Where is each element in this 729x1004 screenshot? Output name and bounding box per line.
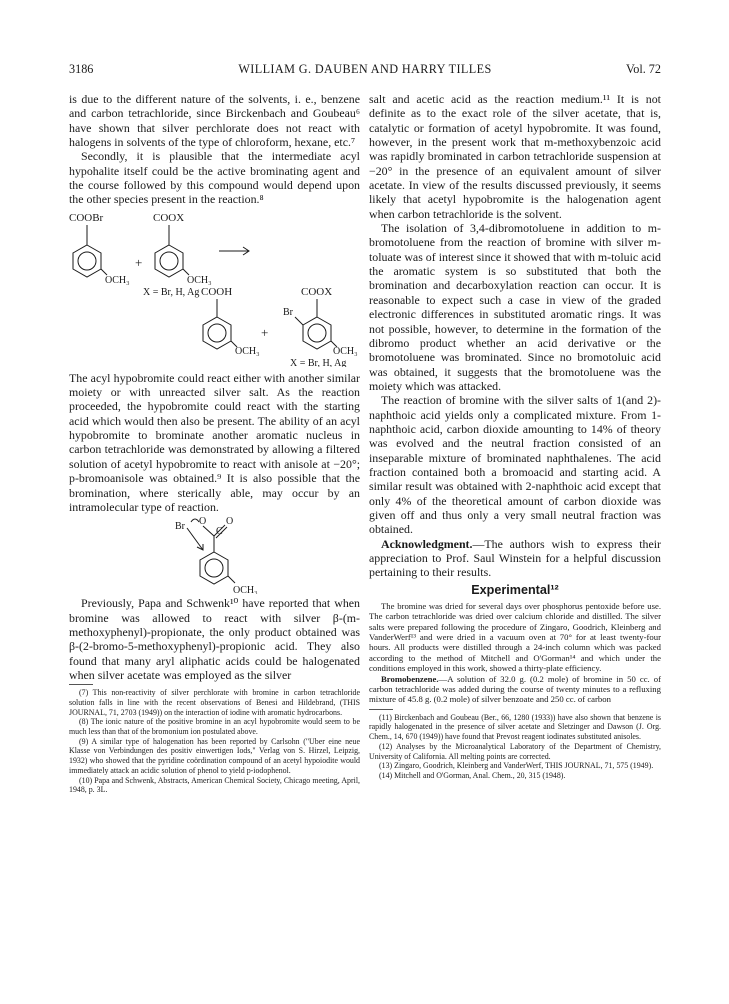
label-och3-a: OCH₃: [105, 274, 130, 286]
benzene-ring-a: [73, 245, 101, 277]
reaction-scheme-1: [69, 209, 360, 367]
footnote-8: (8) The ionic nature of the positive bromine in an acyl hypobromite would seem to be much less than that of the bromonium ion postulated above.: [69, 717, 360, 737]
experimental-heading: Experimental¹²: [471, 582, 559, 597]
footnote-14: (14) Mitchell and O'Gorman, Anal. Chem., 20, 315 (1948).: [379, 770, 566, 780]
label-coox: COOX: [153, 211, 185, 224]
footnote-13: (13) Zingaro, Goodrich, Kleinberg and VanderWerf, THIS JOURNAL, 71, 575 (1949).: [379, 761, 654, 771]
caption-x-1: X = Br, H, Ag: [143, 286, 200, 298]
left-paragraph-4: Previously, Papa and Schwenk¹⁰ have reported that when bromine was allowed to react with silver β-(m-methoxyphenyl)-propionate, the only product obtained was β-(2-bromo-5-methoxyphenyl)-propionic acid. They also found that many aryl aliphatic acids could be halogenated when silver acetate was employed as the silver: [69, 596, 360, 682]
experimental-paragraph-2: [369, 674, 661, 705]
acknowledgment-body: —The authors wish to express their appreciation to Prof. Saul Winstein for a helpful discussion pertaining to their results.: [369, 536, 661, 580]
benzene-ring-b: [155, 245, 183, 277]
label-coobr: COOBr: [69, 211, 104, 224]
label-coox-2: COOX: [301, 285, 333, 298]
label-och3-d: OCH₃: [333, 345, 358, 357]
acknowledgment-heading: Acknowledgment.: [381, 536, 473, 551]
label-och3-b: OCH₃: [187, 274, 212, 286]
left-paragraph-2: Secondly, it is plausible that the intermediate acyl hypohalite itself could be the active brominating agent and the course followed by this compound would depend upon the other species present in the reaction.⁸: [69, 149, 360, 207]
label-o-1: O: [199, 516, 207, 528]
reaction-scheme-2: [69, 514, 360, 594]
footnote-rule: [69, 684, 93, 685]
volume-label: Vol. 72: [626, 62, 661, 76]
left-paragraph-1: is due to the different nature of the solvents, i. e., benzene and carbon tetrachloride, since Birckenbach and Goubeau⁶ have shown that silver perchlorate does not react with halogens in solvents of the type of chloroform, hexane, etc.⁷: [69, 92, 360, 150]
footnote-10: (10) Papa and Schwenk, Abstracts, American Chemical Society, Chicago meeting, April, 1948, p. 3L.: [69, 775, 360, 795]
left-paragraph-3: The acyl hypobromite could react either with another similar moiety or with unreacted silver salt. As the reaction proceeded, the hypobromite could react with the starting acid which would then also be present. The ability of an acyl hypobromite to brominate another aromatic nucleus in carbon tetrachloride was demonstrated by allowing a filtered solution of acetyl hypobromite to react with anisole at −20°; p-bromoanisole was obtained.⁹ It is also possible that the bromination, where sterically able, may occur by an intramolecular type of reaction.: [69, 370, 360, 514]
experimental-paragraph-1: The bromine was dried for several days over phosphorus pentoxide before use. The carbon tetrachloride was dried over calcium chloride and distilled. The silver salts were prepared following the procedure of Zingaro, Goodrich, Kleinberg and VanderWerf¹³ and were dried in a vacuum oven at 70° for at least twenty-four hours. All products were distilled through a 24-inch column which was packed according to the method of Mitchell and O'Gorman¹⁴ and which under the conditions employed in this work, showed a thirty-plate efficiency.: [369, 600, 661, 674]
right-paragraph-2: The isolation of 3,4-dibromotoluene in addition to m-bromotoluene from the reaction of bromine with silver m-toluate was of interest since it showed that with m-toluic acid the aromatic system is so substituted that both the bromination and decarboxylation reaction can occur. It is reasonable to expect such a case in view of the graded electronic differences in substituted aromatic rings. It was not possible, however, to determine in the formation of the dibromo product whether an acid derivative or the bromotoluene was brominated. Since no bromotoluic acid was obtained, it suggests that the bromotoluene was the moiety which was attacked.: [369, 221, 661, 393]
label-br: Br: [283, 306, 293, 318]
running-title: WILLIAM G. DAUBEN AND HARRY TILLES: [238, 62, 492, 76]
right-paragraph-3: The reaction of bromine with the silver salts of 1(and 2)-naphthoic acid yields only a complicated mixture. From 1-naphthoic acid, carbon dioxide amounting to 14% of theory was evolved and the neutral fraction consisted of an inseparable mixture of brominated naphthalenes. The acid fraction contained both a bromoacid and starting acid. A similar result was obtained with 2-naphthoic acid except that only 4% of the theoretical amount of carbon dioxide was given off and thus only a very small neutral fraction was obtained.: [369, 393, 661, 537]
footnote-7: (7) This non-reactivity of silver perchlorate with bromine in carbon tetrachloride solution falls in line with the recent observations of Benesi and Hildebrand, (THIS JOURNAL, 71, 2703 (1949)) on the interaction of iodine with aromatic hydrocarbons.: [69, 688, 360, 717]
acknowledgment: [369, 537, 661, 580]
label-och3-c: OCH₃: [235, 345, 260, 357]
benzene-ring-c: [203, 317, 231, 349]
bromobenzene-heading: Bromobenzene.: [381, 673, 439, 684]
right-paragraph-1: salt and acetic acid as the reaction medium.¹¹ It is not definite as to the exact role of the silver acetate, that is, catalytic or formation of acetyl hypobromite. It was found, however, in the present work that m-methoxybenzoic acid was rapidly brominated in carbon tetrachloride suspension at −20° in the presence of an equivalent amount of silver acetate. In view of the results discussed previously, it seems likely that acetyl hypobromite is the halogenation agent when carbon tetrachloride is the solvent.: [369, 92, 661, 221]
page-header: [69, 62, 661, 78]
right-column: [369, 92, 661, 781]
label-och3-e: OCH₃: [233, 585, 258, 595]
plus-sign-1: +: [135, 254, 143, 270]
benzene-ring-e: [200, 552, 228, 584]
label-c: C: [216, 526, 223, 538]
bromobenzene-body: —A solution of 32.0 g. (0.2 mole) of bromine in 50 cc. of carbon tetrachloride was added during the course of twenty minutes to a refluxing mixture of 45.8 g. (0.2 mole) of silver benzoate and 250 cc. of carbon: [369, 673, 661, 705]
label-cooh: COOH: [201, 285, 233, 298]
plus-sign-2: +: [261, 324, 269, 340]
footnote-12: (12) Analyses by the Microanalytical Laboratory of the Department of Chemistry, University of California. All melting points are corrected.: [369, 741, 661, 761]
label-o-2: O: [226, 516, 234, 528]
footnote-9: (9) A similar type of halogenation has been reported by Carlsohn ("Uber eine neue Klasse von Verbindungen des positiv einwertigen Iods," Verlag von S. Hirzel, Leipzig, 1932) who showed that the pyridine coördination compound of an acetyl hypoiodite would immediately attack an acidic solution of phenol to yield p-iodophenol.: [69, 736, 360, 775]
footnote-11: (11) Birckenbach and Goubeau (Ber., 66, 1280 (1933)) have also shown that benzene is rapidly halogenated in the presence of silver acetate and Sletzinger and Dawson (J. Org. Chem., 14, 670 (1949)) have found that Prevost reagent iodinates substituted anisoles.: [369, 712, 661, 742]
benzene-ring-d: [303, 317, 331, 349]
page-number: 3186: [69, 62, 94, 76]
caption-x-2: X = Br, H, Ag: [290, 357, 347, 367]
label-br-2: Br: [175, 521, 185, 533]
left-column: [69, 92, 360, 795]
footnote-rule-right: [369, 709, 393, 710]
